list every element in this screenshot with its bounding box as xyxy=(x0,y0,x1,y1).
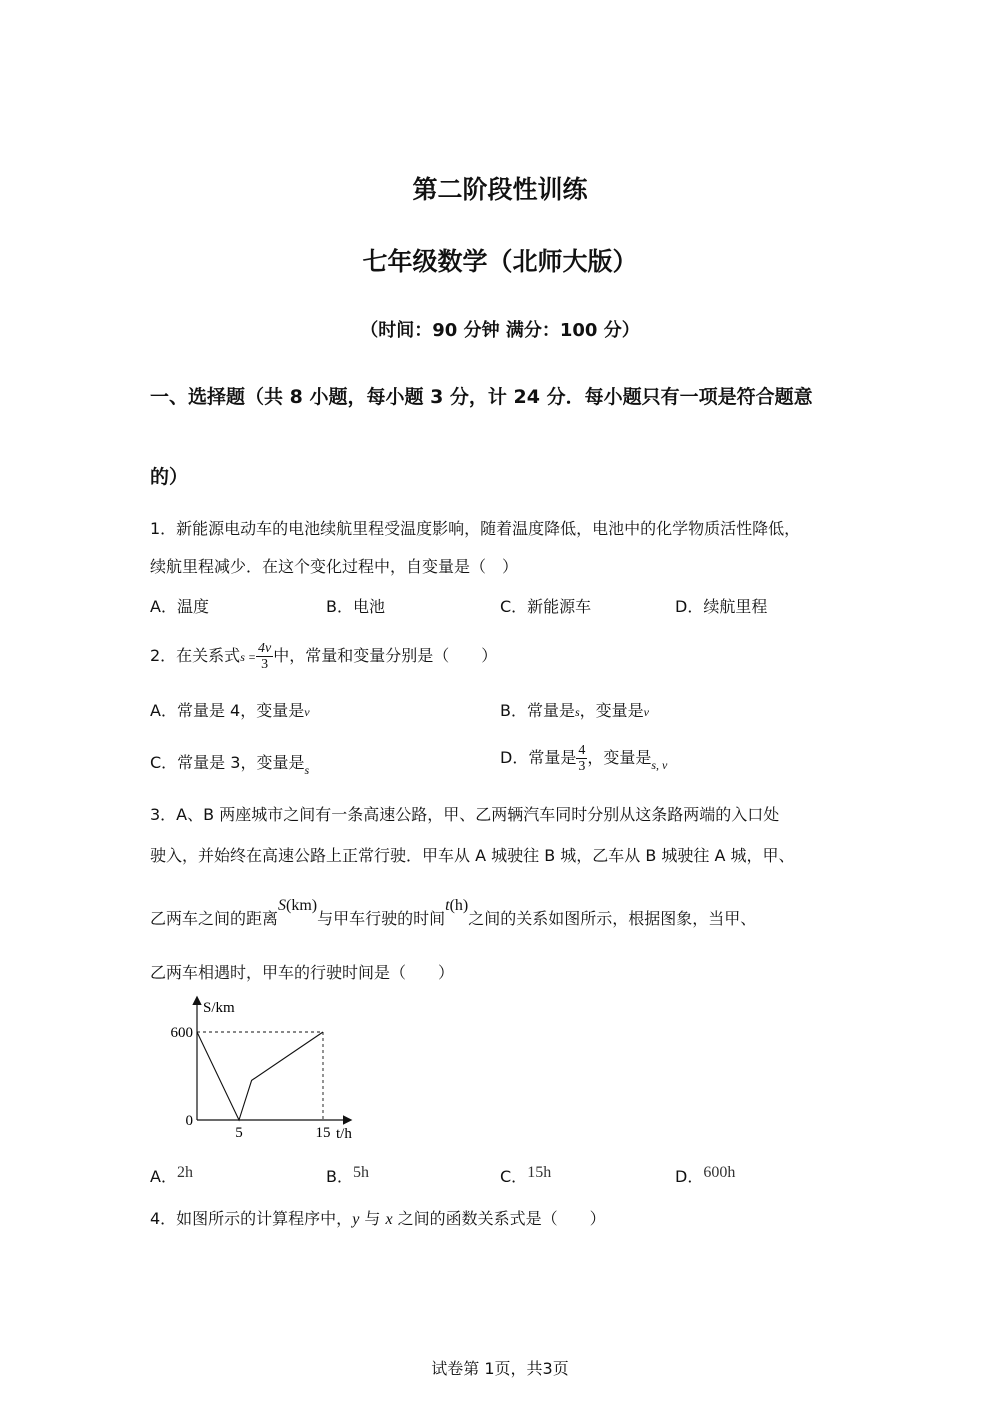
series-line xyxy=(197,1032,323,1120)
q4-prefix: 4．如图所示的计算程序中， xyxy=(150,1209,353,1228)
x-tick-label: 15 xyxy=(315,1125,331,1141)
q3-option-b xyxy=(326,1166,369,1189)
q3-line1: 3．A、B 两座城市之间有一条高速公路，甲、乙两辆汽车同时分别从这条路两端的入口处 xyxy=(150,805,780,824)
q2-formula-lhs: s = xyxy=(240,650,256,664)
q3-option-c xyxy=(500,1166,551,1189)
q3-option-a xyxy=(150,1166,193,1189)
q2-option-b xyxy=(500,700,649,723)
q3-option-d-letter: D． xyxy=(675,1167,704,1186)
x-tick-label: 5 xyxy=(235,1125,243,1141)
q2-formula-numerator: 4v xyxy=(257,641,272,656)
y-tick-label: 0 xyxy=(185,1113,193,1129)
q3-option-d xyxy=(675,1166,735,1189)
q1-line2: 续航里程减少．在这个变化过程中，自变量是（ ） xyxy=(150,557,519,576)
y-tick-label: 600 xyxy=(170,1025,193,1041)
q2-option-a-text: A．常量是 4，变量是 xyxy=(150,701,305,720)
q2-option-d-text2: ，变量是 xyxy=(587,748,652,767)
q2-option-a-var: v xyxy=(304,705,310,719)
q3-option-a-letter: A． xyxy=(150,1167,177,1186)
q4-mid: 与 xyxy=(359,1209,386,1228)
q4-var-y: y xyxy=(352,1211,360,1228)
q3-option-b-letter: B． xyxy=(326,1167,353,1186)
q2-option-b-var2: v xyxy=(643,705,649,719)
q3-option-c-value: 15h xyxy=(527,1164,552,1181)
q3-line3 xyxy=(150,897,757,931)
q2-stem xyxy=(150,636,497,677)
distance-time-graph xyxy=(150,990,380,1150)
q2-option-c-var: s xyxy=(304,763,310,777)
q3-option-c-letter: C． xyxy=(500,1167,528,1186)
q2-option-d-numerator: 4 xyxy=(578,743,586,758)
section-heading-cont: 的） xyxy=(150,466,189,488)
q2-option-d-denominator: 3 xyxy=(578,759,586,774)
section-heading: 一、选择题（共 8 小题，每小题 3 分，计 24 分．每小题只有一项是符合题意 xyxy=(150,386,813,408)
q3-line4: 乙两车相遇时，甲车的行驶时间是（ ） xyxy=(150,963,455,982)
page-subtitle: 七年级数学（北师大版） xyxy=(362,247,638,276)
q2-option-c xyxy=(150,752,309,775)
q4-stem xyxy=(150,1208,606,1231)
q2-option-b-text: B．常量是 xyxy=(500,701,575,720)
q2-option-b-var1: s xyxy=(574,705,580,719)
q1-option-a: A．温度 xyxy=(150,597,209,616)
q2-option-b-text2: ，变量是 xyxy=(579,701,644,720)
q1-option-d: D．续航里程 xyxy=(675,597,768,616)
q1-line1: 1．新能源电动车的电池续航里程受温度影响，随着温度降低，电池中的化学物质活性降低， xyxy=(150,519,801,538)
q3-line3-part1: 乙两车之间的距离 xyxy=(150,909,279,928)
x-axis-label: t/h xyxy=(336,1126,352,1142)
q2-option-d-vars: s, v xyxy=(651,758,668,772)
q2-formula-denominator: 3 xyxy=(261,657,269,672)
q3-var-t: t xyxy=(445,897,450,914)
q4-var-x: x xyxy=(385,1211,393,1228)
q2-option-d-fraction xyxy=(576,743,587,774)
q4-suffix: 之间的函数关系式是（ ） xyxy=(392,1209,606,1228)
q1-option-c: C．新能源车 xyxy=(500,597,592,616)
q3-option-a-value: 2h xyxy=(176,1164,193,1181)
q3-unit-h: (h) xyxy=(449,897,469,914)
y-axis-label: S/km xyxy=(203,1000,235,1016)
q3-line3-part3: 之间的关系如图所示，根据图象，当甲、 xyxy=(468,909,757,928)
q2-option-d-text: D．常量是 xyxy=(500,748,577,767)
q3-line3-part2: 与甲车行驶的时间 xyxy=(317,909,446,928)
q2-option-a xyxy=(150,700,310,723)
q2-option-d xyxy=(500,738,667,779)
q3-line2: 驶入，并始终在高速公路上正常行驶．甲车从 A 城驶往 B 城，乙车从 B 城驶往 A 城，甲、 xyxy=(150,846,795,865)
q1-option-b: B．电池 xyxy=(326,597,385,616)
page-footer: 试卷第 1页，共3页 xyxy=(431,1359,569,1378)
page-title: 第二阶段性训练 xyxy=(412,175,588,204)
q3-option-d-value: 600h xyxy=(703,1164,736,1181)
q2-prefix: 2．在关系式 xyxy=(150,646,241,665)
q3-var-s: S xyxy=(278,897,287,914)
q2-formula-fraction xyxy=(256,641,273,672)
q2-option-c-text: C．常量是 3，变量是 xyxy=(150,753,305,772)
q2-suffix: 中，常量和变量分别是（ ） xyxy=(273,646,498,665)
q3-unit-km: (km) xyxy=(286,897,318,914)
q3-option-b-value: 5h xyxy=(352,1164,369,1181)
exam-time-info: （时间：90 分钟 满分：100 分） xyxy=(360,320,640,341)
